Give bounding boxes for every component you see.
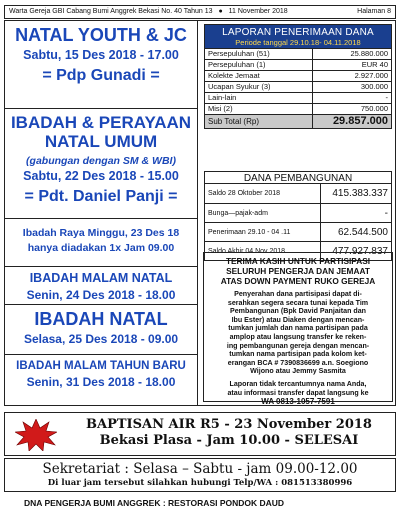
finance-row-value: EUR 40 [361,60,388,69]
finance-row-label: Persepuluhan (1) [205,60,313,70]
event-title: IBADAH MALAM NATAL [29,271,173,285]
event-line2: hanya diadakan 1x Jam 09.00 [27,242,175,255]
dana-pembangunan [204,171,392,261]
event-speaker: = Pdp Gunadi = [42,66,160,84]
dana-row-value: 62.544.500 [337,226,388,238]
note-title [204,256,392,286]
dana-row-value: - [384,207,388,219]
dana-row [205,222,391,241]
finance-row-value: - [385,93,388,102]
note-body-line: amplop atau langsung transfer ke reken- [229,332,367,341]
dana-row-value: 477.927.837 [332,245,388,257]
finance-row-label: Kolekte Jemaat [205,71,313,81]
header-bullet: ● [218,8,223,15]
dana-pembangunan-title: DANA PEMBANGUNAN [204,171,392,184]
note-footer-line: Laporan tidak tercantumnya nama Anda, [229,379,367,388]
event-speaker: = Pdt. Daniel Panji = [24,187,178,205]
baptisan-banner [4,412,396,456]
header-page-number: Halaman 8 [357,8,391,15]
note-whatsapp: WA 0813-1057-7591 [261,397,335,407]
sekretariat-box [4,458,396,492]
finance-row [205,48,391,59]
event-natal [5,305,197,355]
note-body-line: tumkan jumlah dan nama partisipan pada [228,324,368,333]
header-date: 11 November 2018 [228,8,288,15]
event-natal-umum [5,109,197,219]
finance-row-value: 300.000 [360,82,388,91]
finance-total-label: Sub Total (Rp) [205,115,313,128]
finance-column [200,21,395,405]
finance-row-label: Persepuluhan (51) [205,49,313,59]
finance-report [204,24,392,129]
dana-pembangunan-table [204,184,392,261]
finance-title: LAPORAN PENERIMAAN DANA [222,27,374,38]
note-body-line: Pembangunan (Bpk David Panjaitan dan [230,307,366,316]
note-body-line: Penyerahan dana partisipasi dapat di- [234,290,362,298]
event-title: NATAL YOUTH & JC [15,25,187,45]
note-body-line: erangan BCA # 7390836699 a.n. Soegiono [227,358,369,367]
finance-row [205,103,391,114]
finance-row [205,70,391,81]
sekretariat-hours: Sekretariat : Selasa – Sabtu - jam 09.00-12.00 [42,461,358,477]
finance-row [205,81,391,92]
event-date: Senin, 24 Des 2018 - 18.00 [26,287,176,302]
page-footer: DNA PENGERJA BUMI ANGGREK : RESTORASI PONDOK DAUD [24,498,285,508]
newsletter-header [4,5,396,19]
event-ibadah-raya [5,219,197,267]
burst-star-icon [15,419,57,451]
note-body-line: tumkan nama partisipan pada kolom ket- [229,350,367,359]
header-title: Warta Gereja GBI Cabang Bumi Anggrek Bekasi No. 40 Tahun 13 [9,8,213,15]
note-body-line: serahkan segera secara tunai kepada Tim [227,298,369,307]
finance-row-value: 2.927.000 [354,71,388,80]
finance-total-value: 29.857.000 [332,115,388,127]
events-column [5,21,198,405]
finance-row-label: Lain-lain [205,93,313,103]
baptisan-text [69,417,389,449]
finance-row-value: 750.000 [360,104,388,113]
dana-row [205,203,391,222]
finance-row [205,92,391,103]
event-date: Selasa, 25 Des 2018 - 09.00 [23,332,179,347]
note-body-line: Wijono atau Jemmy Sasmita [250,367,346,376]
event-date: Senin, 31 Des 2018 - 18.00 [26,375,176,390]
event-natal-youth [5,21,197,109]
finance-row [205,59,391,70]
event-date: Sabtu, 22 Des 2018 - 15.00 [23,169,179,184]
finance-total-row [205,114,391,128]
header-publication [9,6,288,18]
baptisan-line1: BAPTISAN AIR R5 - 23 November 2018 [86,417,372,432]
thank-you-note [203,252,393,407]
event-malam-tahun-baru [5,355,197,405]
note-footer-line: atau informasi transfer dapat langsung ke [227,388,369,397]
baptisan-line2: Bekasi Plasa - Jam 10.00 - SELESAI [99,433,359,448]
event-title-line2: NATAL UMUM [44,132,158,152]
dana-row-label: Saldo Akhir 04 Nov 2018 [205,242,321,260]
finance-header [205,25,391,48]
sekretariat-contact: Di luar jam tersebut silahkan hubungi Telp/WA : 081513380996 [47,478,353,488]
event-date: Sabtu, 15 Des 2018 - 17.00 [23,48,179,63]
finance-row-label: Ucapan Syukur (3) [205,82,313,92]
note-body-line: ing pembangunan gereja dengan mencan- [226,341,370,350]
event-line1: Ibadah Raya Minggu, 23 Des 18 [22,227,180,239]
dana-row-label: Bunga—pajak-adm [205,204,321,222]
content-frame [4,20,396,406]
note-title-line: TERIMA KASIH UNTUK PARTISIPASI [225,256,371,266]
dana-row-label: Saldo 28 Oktober 2018 [205,184,321,203]
event-title: IBADAH NATAL [34,309,168,329]
note-title-line: ATAS DOWN PAYMENT RUKO GEREJA [220,276,376,286]
finance-row-label: Misi (2) [205,104,313,114]
finance-row-value: 25.880.000 [350,49,388,58]
dana-row-value: 415.383.337 [332,188,388,199]
event-title-line1: IBADAH & PERAYAAN [10,113,192,132]
note-body-line: Ibu Ester) atau Diaken dengan mencan- [231,315,365,324]
note-footer [204,380,392,397]
note-title-line: SELURUH PENGERJA DAN JEMAAT [226,266,370,276]
dana-row-label: Penerimaan 29.10 - 04 .11 [205,223,321,241]
note-body [204,290,392,376]
dana-row [205,184,391,203]
event-title: IBADAH MALAM TAHUN BARU [16,360,186,372]
finance-period: Periode tanggal 29.10.18- 04.11.2018 [235,38,361,47]
event-note: (gabungan dengan SM & WBI) [26,154,176,167]
event-malam-natal [5,267,197,305]
